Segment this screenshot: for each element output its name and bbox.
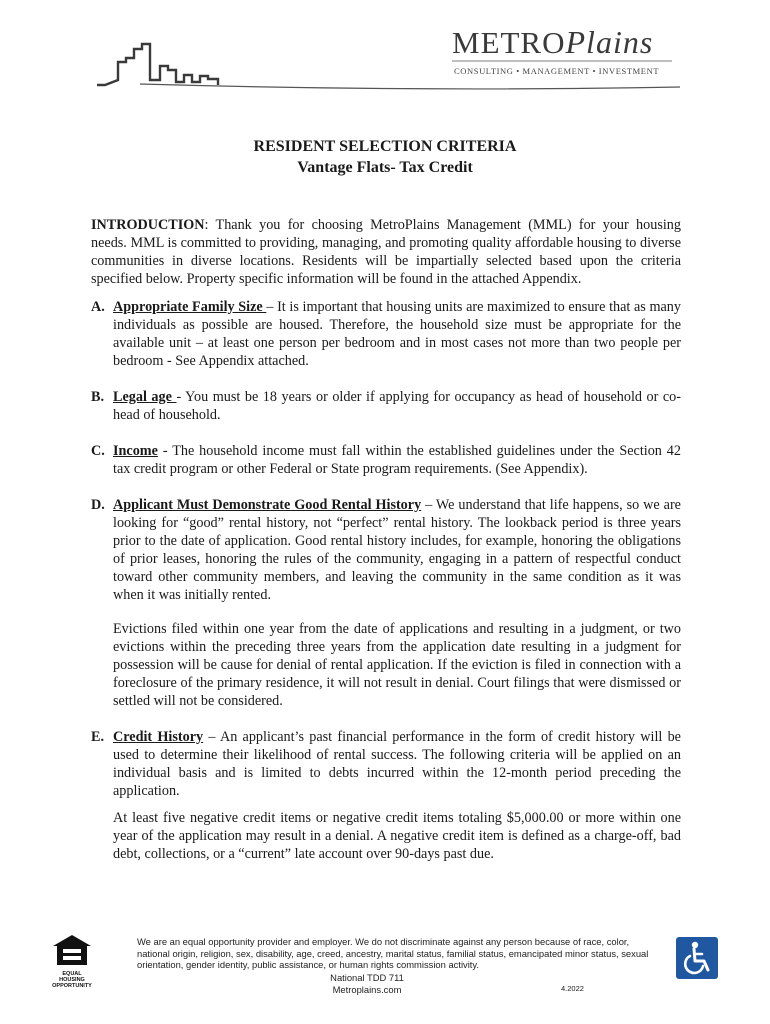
title-main: RESIDENT SELECTION CRITERIA [253,138,517,155]
section-heading: Applicant Must Demonstrate Good Rental History [113,497,422,513]
wheelchair-accessibility-icon [676,937,718,979]
section-text: - You must be 18 years or older if applying for occupancy as head of household or co-head of household. [113,389,681,423]
accessibility-logo [676,937,718,979]
document-body [91,216,681,863]
eho-line2: OPPORTUNITY [52,983,92,989]
section-text: – It is important that housing units are maximized to ensure that as many individuals as possible are housed. Therefore, the household size must be appropriate for the available unit – at least one person per bedroom and in most cases not more than two people per bedroom - See Appendix attached. [113,299,681,369]
section-rental-history [91,496,681,710]
section-heading: Appropriate Family Size [113,299,267,315]
section-letter: C. [91,443,105,459]
logo-tagline: CONSULTING • MANAGEMENT • INVESTMENT [454,66,660,76]
tdd-number: National TDD 711 [330,972,404,983]
section-letter: E. [91,729,105,745]
section-family-size [91,298,681,370]
title-property: Vantage Flats- Tax Credit [297,159,473,176]
negative-credit-paragraph: At least five negative credit items or negative credit items totaling $5,000.00 or more within one year of the application may result in a denial. A negative credit item is defined as a charge-off, bad debt, collections, or a “current” late account over 90-days past due. [113,810,681,862]
section-letter: B. [91,389,105,405]
section-credit-history [91,728,681,863]
section-legal-age [91,388,681,424]
section-heading: Legal age [113,389,177,405]
skyline-logo-icon [0,0,770,100]
eho-line1: EQUAL HOUSING [59,971,85,983]
section-income [91,442,681,478]
introduction-paragraph [91,216,681,288]
eviction-paragraph: Evictions filed within one year from the date of applications and resulting in a judgment, or two evictions within the preceding three years from the application date resulting in a judgment for possession will be cause for denial of rental application. If the eviction is filed in connection with a foreclosure of the primary residence, it will not result in denial. Court filings that were dismissed or settled will not be considered. [113,621,681,709]
letterhead [0,0,770,100]
revision-date: 4.2022 [561,984,584,993]
logo-plains-text: Plains [565,24,654,60]
section-letter: D. [91,497,105,513]
introduction-text: : Thank you for choosing MetroPlains Management (MML) for your housing needs. MML is committed to providing, managing, and promoting quality affordable housing to diverse communities in diverse locations. Residents will be impartially selected based upon the criteria specified below. Property specific information will be found in the attached Appendix. [91,217,681,287]
section-text: – We understand that life happens, so we are looking for “good” rental history, not “perfect” rental history. The lookback period is three years prior to the date of application. Good rental history includes, for example, honoring the obligations of prior leases, honoring the rules of the community, engaging in a pattern of respectful conduct toward other community members, and leaving the community in the same condition as it was when it was initially rented. [113,497,681,603]
company-logo [452,25,653,60]
section-heading: Income [113,443,158,459]
section-heading: Credit History [113,729,204,745]
introduction-label: INTRODUCTION [91,217,205,233]
logo-metro-text: METRO [452,25,566,60]
section-text: – An applicant’s past financial performance in the form of credit history will be used to determine their likelihood of rental success. The following criteria will be applied on an individual basis and is limited to debts incurred within the 12-month period preceding the application. [113,729,681,799]
section-letter: A. [91,299,105,315]
equal-housing-logo [50,934,94,989]
website-link[interactable]: Metroplains.com [332,984,402,995]
section-text: - The household income must fall within the established guidelines under the Section 42 tax credit program or other Federal or State program requirements. (See Appendix). [113,443,681,477]
nondiscrimination-statement: We are an equal opportunity provider and employer. We do not discriminate against any person because of race, color, national origin, religion, sex, disability, age, creed, ancestry, marital status, familial status, emancipated minor status, sexual orientation, gender identity, public assistance, or human rights commission activity. [137,936,649,970]
equal-housing-opportunity-icon [50,934,94,966]
document-title [0,136,770,178]
